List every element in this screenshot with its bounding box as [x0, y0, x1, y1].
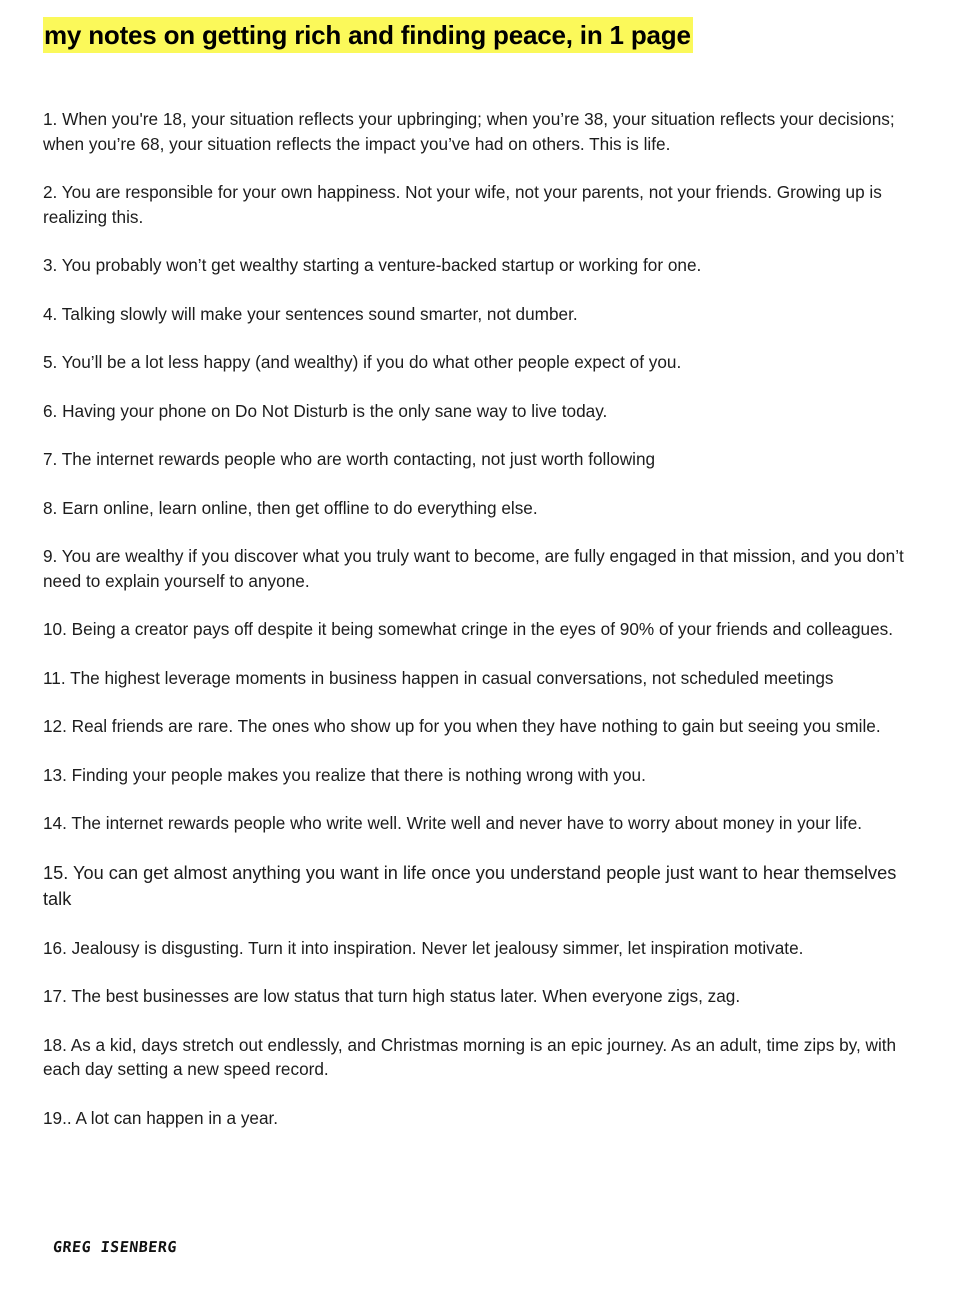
note-item: 3. You probably won’t get wealthy starting a venture-backed startup or working for one. [43, 255, 702, 275]
note-item: 4. Talking slowly will make your sentences sound smarter, not dumber. [43, 303, 578, 324]
note-item: 15. You can get almost anything you want in life once you understand people just want to hear themselves talk [43, 862, 897, 909]
note-item: 12. Real friends are rare. The ones who show up for you when they have nothing to gain but seeing you smile. [43, 716, 881, 736]
note-item: 13. Finding your people makes you realize that there is nothing wrong with you. [43, 764, 646, 785]
note-item: 8. Earn online, learn online, then get offline to do everything else. [43, 497, 538, 518]
note-item: 1. When you're 18, your situation reflects your upbringing; when you’re 38, your situation reflects your decisions; when you’re 68, your situation reflects the impact you’ve had on others. This is life. [43, 109, 895, 154]
note-item: 18. As a kid, days stretch out endlessly, and Christmas morning is an epic journey. As an adult, time zips by, with each day setting a new speed record. [43, 1034, 897, 1079]
note-item: 16. Jealousy is disgusting. Turn it into inspiration. Never let jealousy simmer, let inspiration motivate. [43, 937, 804, 958]
note-item: 19.. A lot can happen in a year. [43, 1107, 279, 1128]
note-item: 2. You are responsible for your own happiness. Not your wife, not your parents, not your friends. Growing up is realizing this. [43, 182, 882, 227]
note-item: 11. The highest leverage moments in business happen in casual conversations, not scheduled meetings [43, 667, 834, 688]
author-signature: GREG ISENBERG [52, 1238, 178, 1256]
page-title: my notes on getting rich and finding peace, in 1 page [43, 17, 693, 53]
note-item: 9. You are wealthy if you discover what you truly want to become, are fully engaged in that mission, and you don’t need to explain yourself to anyone. [43, 546, 904, 591]
note-item: 17. The best businesses are low status that turn high status later. When everyone zigs, zag. [43, 986, 741, 1006]
note-item: 14. The internet rewards people who write well. Write well and never have to worry about money in your life. [43, 813, 863, 833]
notes-list [43, 107, 913, 1154]
note-item: 6. Having your phone on Do Not Disturb is the only sane way to live today. [43, 400, 608, 421]
note-item: 10. Being a creator pays off despite it being somewhat cringe in the eyes of 90% of your friends and colleagues. [43, 619, 894, 639]
title-block [43, 17, 693, 53]
note-item: 7. The internet rewards people who are worth contacting, not just worth following [43, 449, 656, 469]
note-item: 5. You’ll be a lot less happy (and wealthy) if you do what other people expect of you. [43, 352, 682, 372]
